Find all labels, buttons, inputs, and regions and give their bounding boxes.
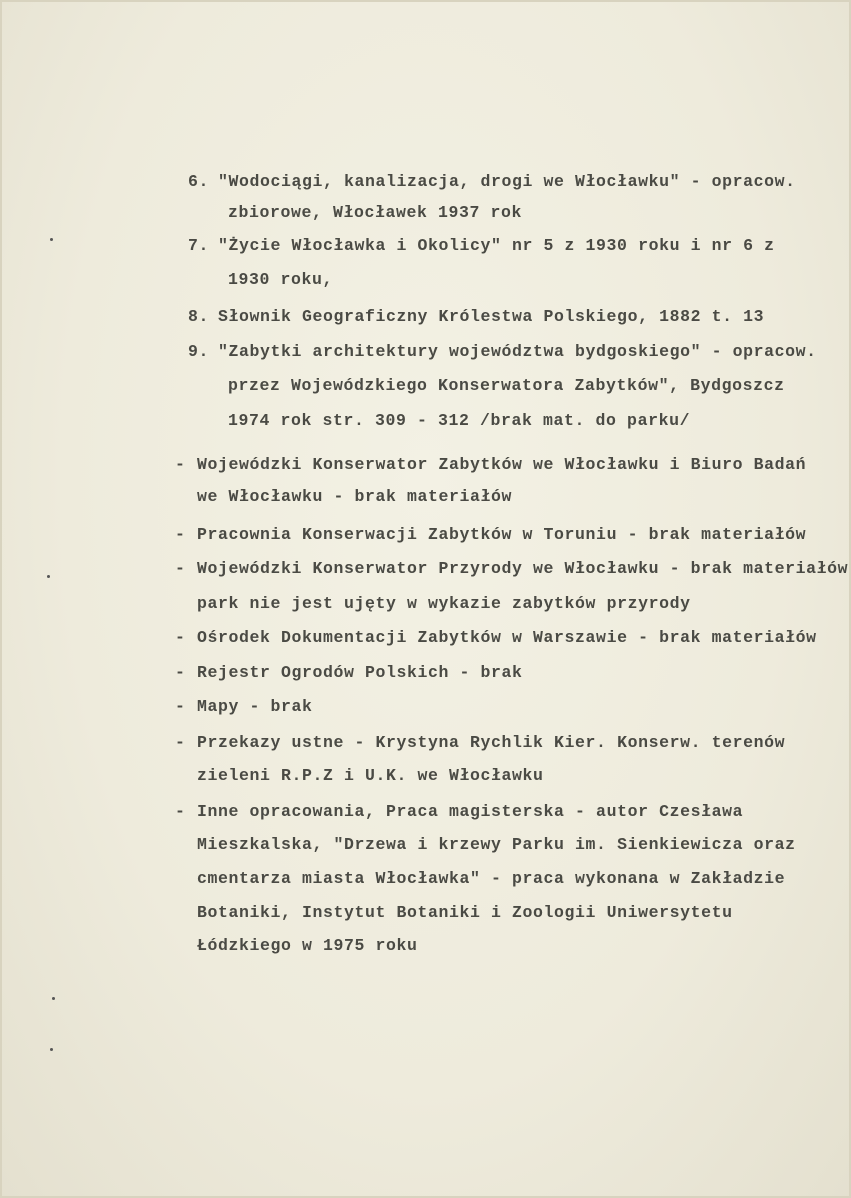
bibliography-line: "Wodociągi, kanalizacja, drogi we Włocławku" - opracow.: [218, 172, 796, 191]
item-number: 7.: [188, 236, 210, 255]
bullet-dash: -: [175, 455, 186, 474]
bibliography-line: Słownik Geograficzny Królestwa Polskiego, 1882 t. 13: [218, 307, 765, 326]
bullet-dash: -: [175, 697, 186, 716]
margin-mark: [52, 997, 55, 1000]
source-line: Łódzkiego w 1975 roku: [197, 936, 418, 955]
bibliography-line: zbiorowe, Włocławek 1937 rok: [228, 203, 523, 222]
bibliography-line: 1930 roku,: [228, 270, 334, 289]
source-line: Wojewódzki Konserwator Zabytków we Włocławku i Biuro Badań: [197, 455, 807, 474]
bullet-dash: -: [175, 559, 186, 578]
bullet-dash: -: [175, 628, 186, 647]
bibliography-line: "Życie Włocławka i Okolicy" nr 5 z 1930 roku i nr 6 z: [218, 236, 775, 255]
margin-mark: [50, 238, 53, 241]
bibliography-line: "Zabytki architektury województwa bydgoskiego" - opracow.: [218, 342, 817, 361]
item-number: 9.: [188, 342, 210, 361]
bullet-dash: -: [175, 802, 186, 821]
bibliography-line: przez Wojewódzkiego Konserwatora Zabytków", Bydgoszcz: [228, 376, 785, 395]
bullet-dash: -: [175, 525, 186, 544]
source-line: Pracownia Konserwacji Zabytków w Toruniu - brak materiałów: [197, 525, 807, 544]
source-line: Przekazy ustne - Krystyna Rychlik Kier. Konserw. terenów: [197, 733, 786, 752]
item-number: 6.: [188, 172, 210, 191]
source-line: park nie jest ujęty w wykazie zabytków przyrody: [197, 594, 691, 613]
source-line: Rejestr Ogrodów Polskich - brak: [197, 663, 523, 682]
source-line: Botaniki, Instytut Botaniki i Zoologii Uniwersytetu: [197, 903, 733, 922]
source-line: zieleni R.P.Z i U.K. we Włocławku: [197, 766, 544, 785]
source-line: Ośrodek Dokumentacji Zabytków w Warszawie - brak materiałów: [197, 628, 817, 647]
source-line: cmentarza miasta Włocławka" - praca wykonana w Zakładzie: [197, 869, 786, 888]
margin-mark: [50, 1048, 53, 1051]
source-line: Mieszkalska, "Drzewa i krzewy Parku im. Sienkiewicza oraz: [197, 835, 796, 854]
bullet-dash: -: [175, 733, 186, 752]
bullet-dash: -: [175, 663, 186, 682]
bibliography-line: 1974 rok str. 309 - 312 /brak mat. do parku/: [228, 411, 691, 430]
source-line: we Włocławku - brak materiałów: [197, 487, 513, 506]
item-number: 8.: [188, 307, 210, 326]
source-line: Mapy - brak: [197, 697, 313, 716]
source-line: Wojewódzki Konserwator Przyrody we Włocławku - brak materiałów: [197, 559, 849, 578]
margin-mark: [47, 575, 50, 578]
source-line: Inne opracowania, Praca magisterska - autor Czesława: [197, 802, 744, 821]
